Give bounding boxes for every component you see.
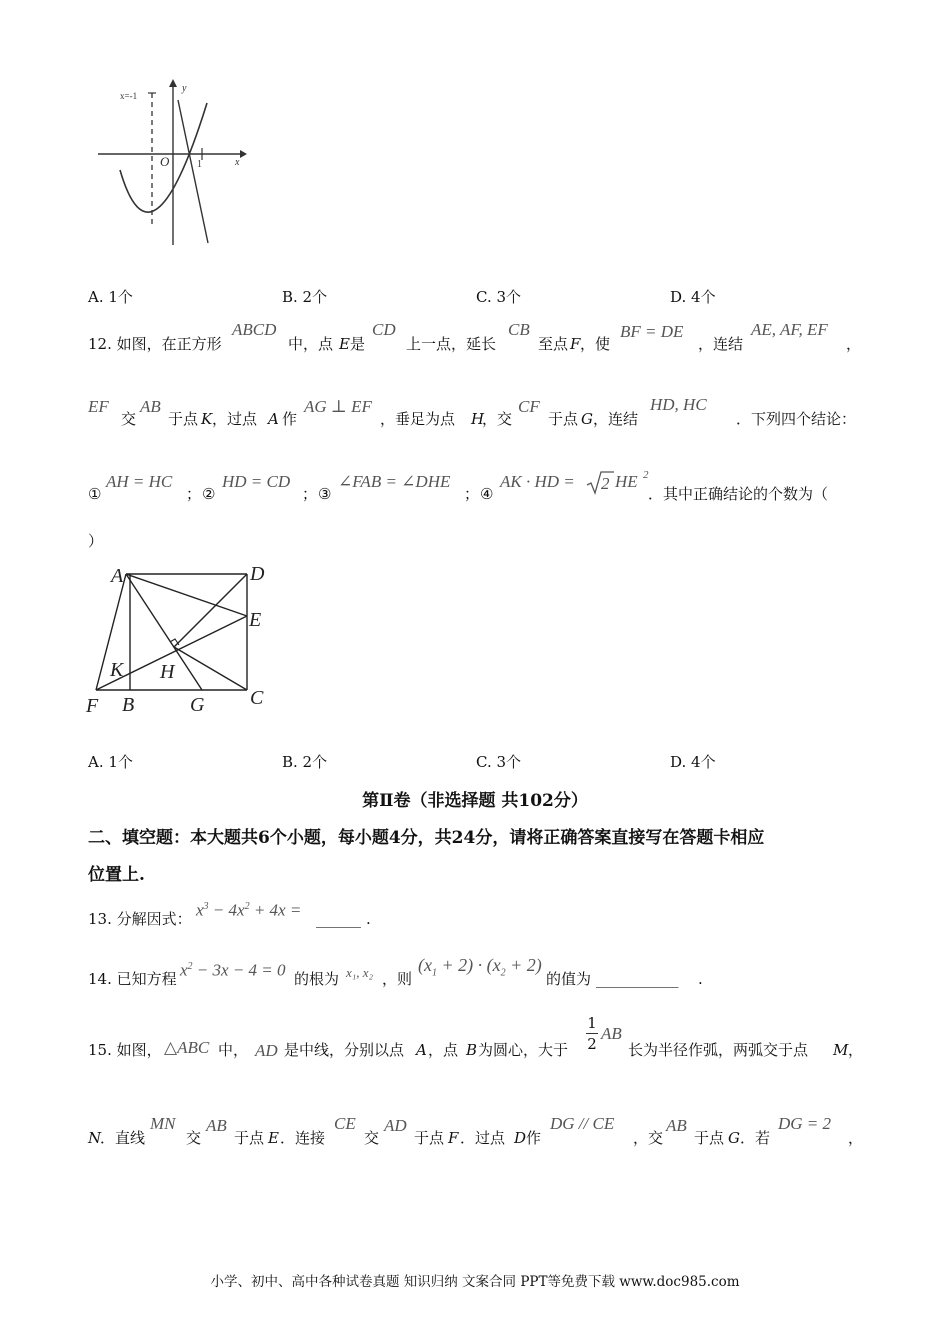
section-heading-line1: 二、填空题：本大题共6个小题，每小题4分，共24分，请将正确答案直接写在答题卡相应 (88, 828, 765, 848)
conclusion-3-math: ∠FAB = ∠DHE (338, 472, 451, 491)
label-h: H (160, 661, 175, 683)
q14-equation: $x^2 - 3x - 4 = 0$ (180, 960, 286, 980)
q15-text-seg: 为圆心，大于 (478, 1041, 569, 1059)
square-figure (80, 560, 280, 720)
q12-question-tail: ．其中正确结论的个数为（ (648, 485, 829, 503)
conclusion-3-number: ③ (318, 485, 332, 503)
q12-math-abcd: ABCD (232, 320, 277, 339)
q15-point-d: D (514, 1129, 527, 1147)
q15-math-ce: CE (334, 1114, 356, 1133)
q11-option-c[interactable]: C. 3个 (476, 288, 522, 306)
q13-expression: $x^3 - 4x^2 + 4x$ = (196, 900, 302, 920)
page-footer: 小学、初中、高中各种试卷真题 知识归纳 文案合同 PPT等免费下载 www.doc985.com (210, 1274, 740, 1290)
q15-text-seg: 交 (364, 1129, 380, 1147)
q12-text-seg: ，垂足为点 (380, 410, 456, 428)
label-a: A (111, 565, 124, 587)
label-origin: O (160, 154, 170, 169)
separator: ； (186, 485, 202, 503)
q12-math-cd: CD (372, 320, 396, 339)
q15-point-b: B (466, 1041, 478, 1059)
label-one: 1 (197, 159, 202, 170)
q15-math-ab: AB (601, 1024, 622, 1043)
conclusion-1-number: ① (88, 485, 102, 503)
q12-option-a[interactable]: A. 1个 (88, 753, 133, 771)
q14-suffix: 的值为 (546, 970, 592, 988)
q12-point-k: K (201, 410, 213, 428)
label-x-eq: x=-1 (120, 91, 138, 101)
q12-line1 (88, 320, 868, 360)
conclusion-2-math: HD = CD (222, 472, 291, 491)
q12-point-f: F (570, 335, 581, 353)
q15-math-ab-3: AB (666, 1116, 687, 1135)
label-g: G (190, 694, 205, 716)
q12-math-ef: EF (88, 397, 109, 416)
q12-text-seg: 中，点 (288, 335, 334, 353)
q15-text-seg: ．若 (740, 1129, 771, 1147)
q14-answer-blank[interactable]: ___________ (596, 970, 679, 988)
sqrt-icon (585, 470, 615, 501)
q15-text-seg: ．连接 (280, 1129, 326, 1147)
q15-point-m: M (833, 1041, 849, 1059)
y-axis-arrow (169, 79, 177, 87)
q12-point-g: G (581, 410, 593, 428)
q13 (88, 893, 688, 933)
q12-text-seg: ，过点 (212, 410, 258, 428)
label-e: E (249, 609, 262, 631)
superscript-2: 2 (643, 469, 649, 481)
q13-prefix: 13. 分解因式： (88, 910, 192, 928)
q11-option-d[interactable]: D. 4个 (670, 288, 716, 306)
q12-line2 (88, 395, 868, 435)
q12-text-seg: 交 (121, 410, 137, 428)
q15-math-ab-2: AB (206, 1116, 227, 1135)
label-y: y (182, 83, 187, 94)
q14-roots: x₁, x₂ (346, 965, 374, 980)
q12-option-d[interactable]: D. 4个 (670, 753, 716, 771)
q15-text-seg: 于点 (234, 1129, 265, 1147)
q15-point-f: F (448, 1129, 459, 1147)
q15-line1 (88, 1014, 868, 1064)
q12-option-c[interactable]: C. 3个 (476, 753, 522, 771)
q14-end: . (698, 970, 703, 988)
q12-math-cf: CF (518, 397, 540, 416)
conclusion-4-he: HE (615, 472, 638, 491)
q12-point-e: E (339, 335, 350, 353)
q12-text-seg: 于点 (168, 410, 199, 428)
q12-math-cb: CB (508, 320, 530, 339)
q12-text-seg: 于点 (548, 410, 579, 428)
q12-text-seg: 是 (350, 335, 366, 353)
q12-math-ab: AB (140, 397, 161, 416)
q12-option-b[interactable]: B. 2个 (282, 753, 328, 771)
label-x: x (235, 157, 240, 168)
q14-prefix: 14. 已知方程 (88, 970, 177, 988)
q13-end: . (366, 910, 371, 928)
label-d: D (250, 563, 265, 585)
q14 (88, 955, 848, 995)
q15-fraction (585, 1014, 599, 1053)
seg-ae (126, 574, 247, 616)
q15-point-e: E (268, 1129, 279, 1147)
q11-option-b[interactable]: B. 2个 (282, 288, 328, 306)
q15-text-seg: 中， (218, 1041, 249, 1059)
q15-text-seg: ．过点 (460, 1129, 506, 1147)
q12-text-seg: 至点 (538, 335, 569, 353)
label-b: B (122, 694, 135, 716)
q15-math-mn: MN (150, 1114, 176, 1133)
q15-text-seg: ．直线 (100, 1129, 146, 1147)
q15-text-seg: 于点 (694, 1129, 725, 1147)
q15-point-n: N (88, 1129, 102, 1147)
q12-text-seg: 上一点，延长 (406, 335, 497, 353)
q12-math-ae-af-ef: AE, AF, EF (751, 320, 828, 339)
q12-text-seg: ．下列四个结论： (736, 410, 857, 428)
q15-text-seg: ， (848, 1041, 864, 1059)
q15-text-seg: 长为半径作弧，两弧交于点 (628, 1041, 809, 1059)
q15-text-seg: ，交 (633, 1129, 664, 1147)
q13-answer-blank[interactable]: ______ (316, 910, 361, 928)
q12-text-seg: 作 (282, 410, 298, 428)
conclusion-4-math: AK · HD = (500, 472, 575, 491)
q15-math-triangle-abc: △ABC (164, 1038, 210, 1057)
q15-text-seg: ， (848, 1129, 864, 1147)
q12-point-h: H (471, 410, 485, 428)
q12-text-seg: ，连结 (593, 410, 639, 428)
seg-hc (174, 647, 247, 690)
q14-expression: $(x_1 + 2) \cdot (x_2 + 2)$ (418, 955, 542, 979)
section-heading-line2: 位置上. (88, 865, 145, 885)
q15-text-seg: ，点 (428, 1041, 459, 1059)
sqrt-radicand: 2 (601, 474, 610, 493)
q15-point-g: G (728, 1129, 740, 1147)
section-title: 第Ⅱ卷（非选择题 共102分） (362, 791, 588, 811)
q12-text-seg: ，连结 (698, 335, 744, 353)
q15-text-seg: 是中线，分别以点 (284, 1041, 405, 1059)
seg-hd (174, 574, 247, 647)
label-c: C (250, 687, 264, 709)
q12-math-ag-perp-ef: AG ⊥ EF (304, 397, 372, 416)
q12-point-a: A (268, 410, 279, 428)
conclusion-4-number: ④ (480, 485, 494, 503)
separator: ； (302, 485, 318, 503)
q12-text-seg: 12. 如图，在正方形 (88, 335, 222, 353)
q15-math-dg-parallel-ce: DG // CE (550, 1114, 615, 1133)
q12-text-seg: ，使 (580, 335, 611, 353)
q12-close-paren: ） (88, 532, 104, 550)
q12-text-seg: ，交 (482, 410, 513, 428)
q15-text-seg: 于点 (414, 1129, 445, 1147)
fraction-denominator: 2 (587, 1035, 597, 1053)
q12-math-bf-de: BF = DE (620, 322, 684, 341)
conclusion-2-number: ② (202, 485, 216, 503)
parabola-graph (90, 75, 255, 250)
conclusion-1-math: AH = HC (106, 472, 173, 491)
q15-math-dg-eq-2: DG = 2 (778, 1114, 832, 1133)
q15-text-seg: 交 (186, 1129, 202, 1147)
label-f: F (86, 695, 99, 717)
x-axis-arrow (240, 150, 247, 158)
q15-math-ad: AD (255, 1041, 278, 1060)
q15-text-seg: 15. 如图， (88, 1041, 162, 1059)
q12-conclusions (88, 470, 868, 510)
q11-option-a[interactable]: A. 1个 (88, 288, 133, 306)
label-k: K (110, 659, 124, 681)
q14-mid: 的根为 (294, 970, 340, 988)
q12-text-seg: ， (846, 335, 862, 353)
separator: ； (464, 485, 480, 503)
fraction-numerator: 1 (587, 1014, 597, 1032)
q15-line2 (88, 1114, 868, 1154)
q12-math-hd-hc: HD, HC (650, 395, 707, 414)
q14-then: ，则 (382, 970, 413, 988)
q15-text-seg: 作 (526, 1129, 542, 1147)
q15-point-a: A (416, 1041, 427, 1059)
fraction-bar (586, 1033, 598, 1034)
q15-math-ad-2: AD (384, 1116, 407, 1135)
